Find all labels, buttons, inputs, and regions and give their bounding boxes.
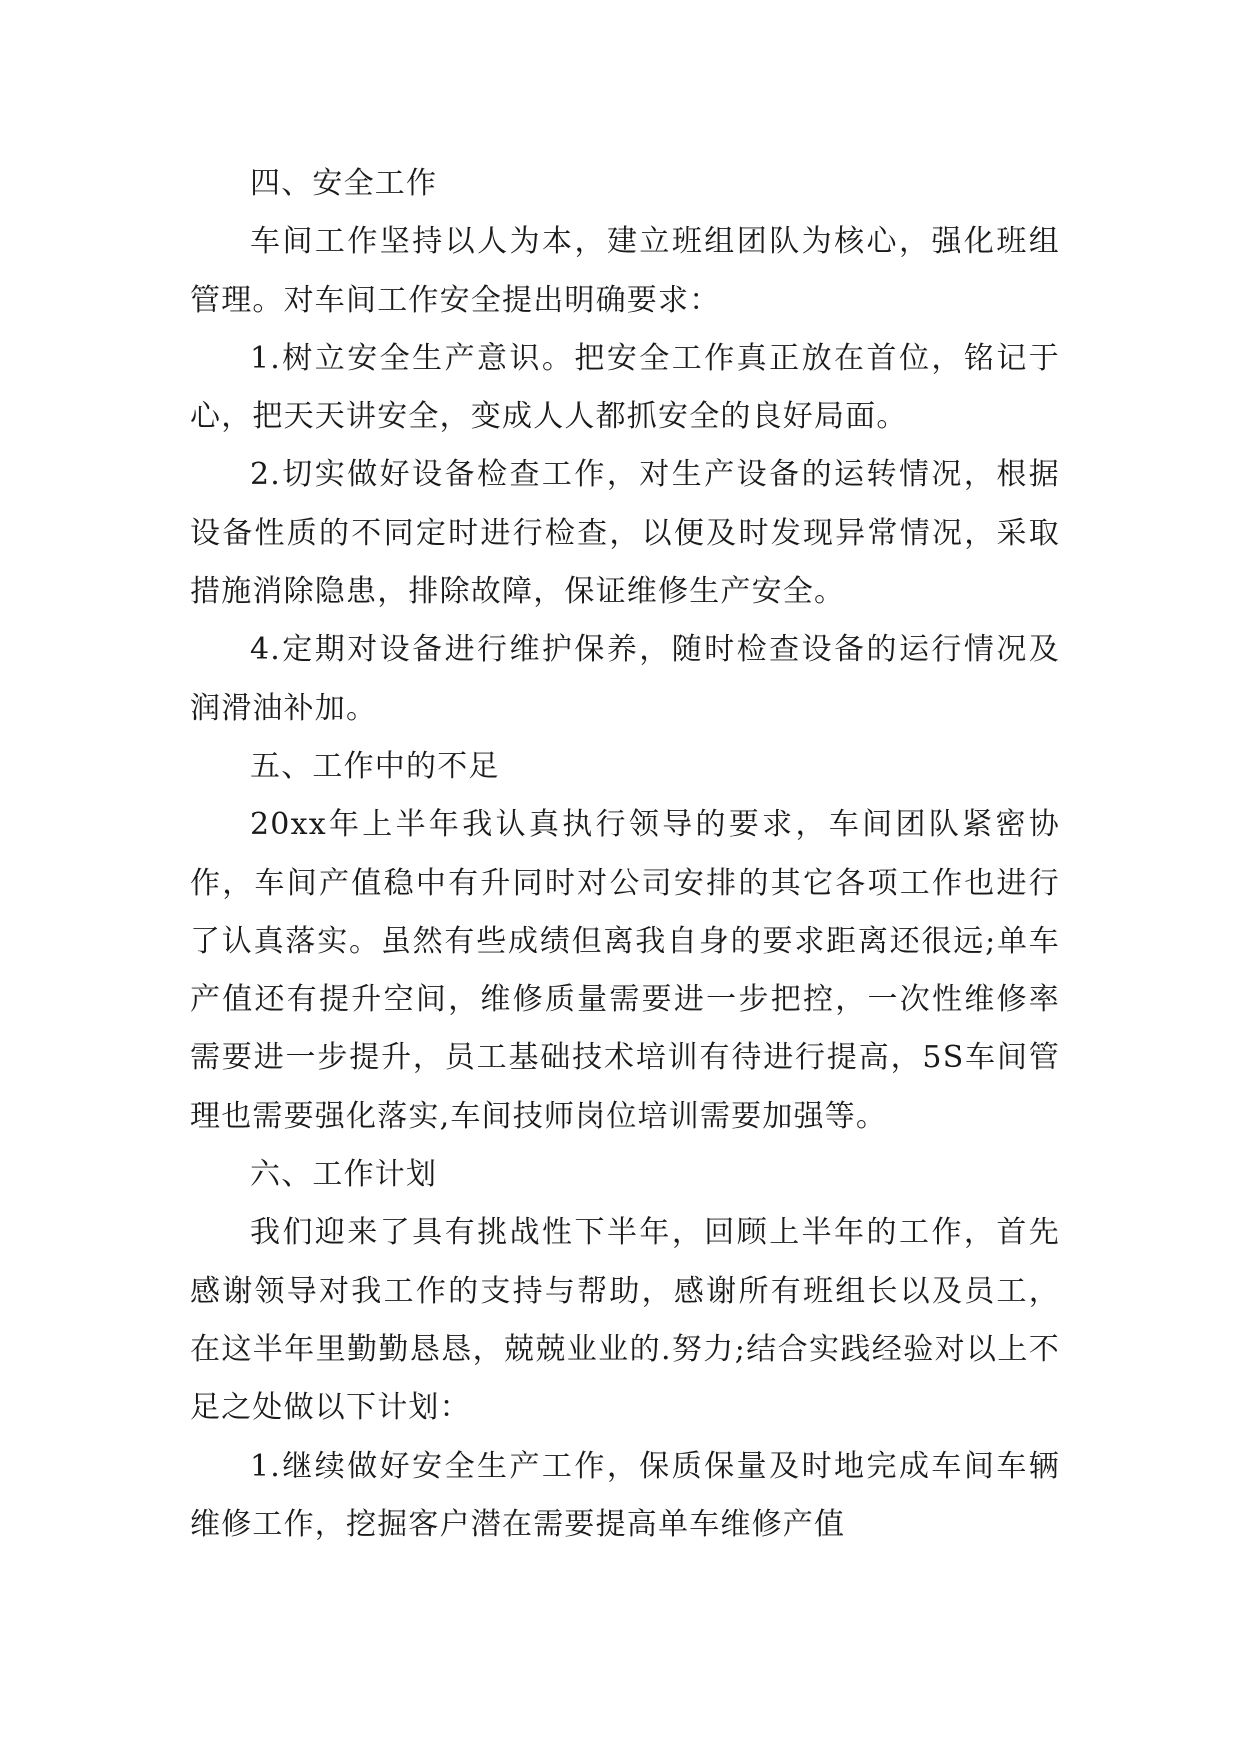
paragraph-safety-intro: 车间工作坚持以人为本，建立班组团队为核心，强化班组管理。对车间工作安全提出明确要求： [190, 224, 1060, 318]
paragraph-safety-item-4: 4.定期对设备进行维护保养，随时检查设备的运行情况及润滑油补加。 [190, 632, 1060, 726]
paragraph-plan-item-1: 1.继续做好安全生产工作，保质保量及时地完成车间车辆维修工作，挖掘客户潜在需要提高单车维修产值 [190, 1448, 1060, 1542]
paragraph-plan-intro: 我们迎来了具有挑战性下半年，回顾上半年的工作，首先感谢领导对我工作的支持与帮助，感谢所有班组长以及员工，在这半年里勤勤恳恳，兢兢业业的.努力;结合实践经验对以上不足之处做以下计划： [190, 1215, 1060, 1426]
paragraph-safety-item-1: 1.树立安全生产意识。把安全工作真正放在首位，铭记于心，把天天讲安全，变成人人都抓安全的良好局面。 [190, 340, 1060, 435]
document-body [190, 155, 1060, 1554]
section-heading-shortcomings: 五、工作中的不足 [250, 748, 500, 784]
section-heading-plan: 六、工作计划 [250, 1157, 438, 1193]
section-heading-safety: 四、安全工作 [250, 166, 438, 201]
paragraph-safety-item-2: 2.切实做好设备检查工作，对生产设备的运转情况，根据设备性质的不同定时进行检查，以便及时发现异常情况，采取措施消除隐患，排除故障，保证维修生产安全。 [190, 457, 1060, 610]
paragraph-shortcomings: 20xx年上半年我认真执行领导的要求，车间团队紧密协作，车间产值稳中有升同时对公司安排的其它各项工作也进行了认真落实。虽然有些成绩但离我自身的要求距离还很远;单车产值还有提升空间，维修质量需要进一步把控，一次性维修率需要进一步提升，员工基础技术培训有待进行提高，5S车间管理也需要强化落实,车间技师岗位培训需要加强等。 [190, 807, 1060, 1134]
